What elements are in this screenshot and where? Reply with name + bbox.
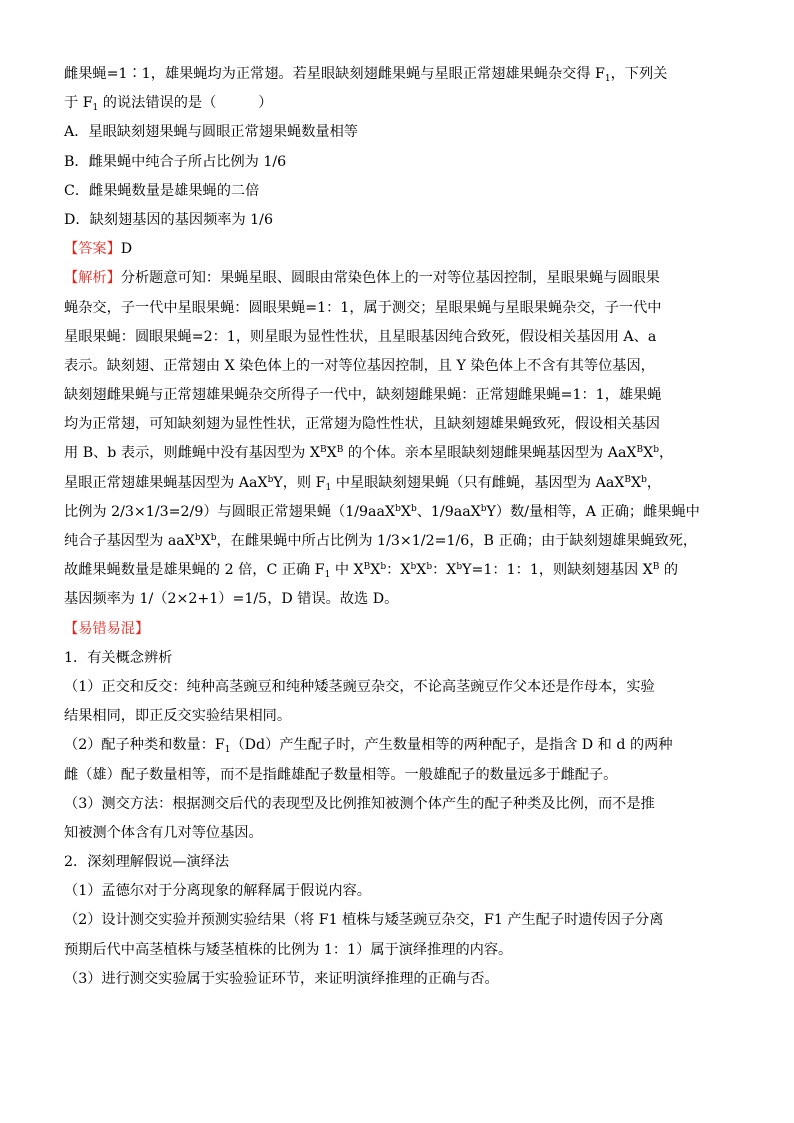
- subscript: 1: [604, 74, 611, 84]
- text: ）: [258, 95, 273, 112]
- superscript: B: [319, 445, 327, 456]
- analysis-line: 星眼果蝇：圆眼果蝇=2：1，则星眼为显性性状，且星眼基因纯合致死，假设相关基因用 A、a: [64, 328, 657, 345]
- text: Y，则 F: [273, 474, 326, 491]
- text: Y）数/量相等，A 正确；雌果蝇中: [486, 503, 700, 520]
- answer-value: D: [120, 241, 133, 258]
- superscript: b: [410, 562, 417, 573]
- text: （Dd）产生配子时，产生数量相等的两种配子，是指含 D 和 d 的两种: [230, 737, 673, 754]
- analysis-line: [64, 439, 732, 468]
- paragraph-line: （3）进行测交实验属于实验验证环节，来证明演绎推理的正确与否。: [64, 970, 499, 987]
- text: ，: [646, 474, 662, 491]
- superscript: b: [480, 503, 487, 514]
- paragraph-line: 预期后代中高茎植株与矮茎植株的比例为 1：1）属于演绎推理的内容。: [64, 941, 513, 958]
- paragraph-line: [64, 731, 732, 760]
- text: ，在雌果蝇中所占比例为 1/3×1/2=1/6，B 正确；由于缺刻翅雄果蝇致死，: [216, 533, 698, 549]
- text: 用 B、b 表示，则雌蝇中没有基因型为 X: [64, 445, 320, 462]
- superscript: B: [636, 445, 644, 456]
- superscript: b: [410, 503, 417, 514]
- text: 星眼正常翅雄果蝇基因型为 AaX: [64, 474, 268, 491]
- superscript: b: [641, 474, 647, 485]
- text: 中星眼缺刻翅果蝇（只有雌蝇，基因型为 AaX: [331, 474, 625, 491]
- subscript: 1: [325, 482, 332, 493]
- text: 分析题意可知：果蝇星眼、圆眼由常染色体上的一对等位基因控制，星眼果蝇与圆眼果: [120, 270, 660, 287]
- analysis-line: 基因频率为 1/（2×2+1）=1/5，D 错误。故选 D。: [64, 591, 399, 608]
- option-b: B．雌果蝇中纯合子所占比例为 1/6: [64, 153, 287, 170]
- text: X: [416, 562, 427, 579]
- section-heading: 2．深刻理解假说—演绎法: [64, 854, 230, 871]
- paragraph-line: 知被测个体含有几对等位基因。: [64, 824, 263, 841]
- text: X: [631, 474, 642, 491]
- answer-tag: 【答案】: [64, 241, 121, 258]
- text: 中 X: [330, 562, 364, 579]
- paragraph-line: （2）设计测交实验并预测实验结果（将 F1 植株与矮茎豌豆杂交，F1 产生配子时遗传因子分离: [64, 912, 664, 929]
- subscript: 1: [324, 570, 331, 581]
- superscript: B: [336, 445, 344, 456]
- text: X: [370, 562, 381, 579]
- section-heading: 1．有关概念辨析: [64, 649, 173, 666]
- mistakes-tag: 【易错易混】: [64, 620, 150, 637]
- paragraph-line: 结果相同，即正反交实验结果相同。: [64, 708, 292, 725]
- text: ，下列关: [610, 66, 668, 82]
- analysis-line: 均为正常翅，可知缺刻翅为显性性状，正常翅为隐性性状，且缺刻翅雄果蝇致死，假设相关基因: [64, 416, 660, 433]
- text: 纯合子基因型为 aaX: [64, 533, 195, 549]
- option-d: D．缺刻翅基因的基因频率为 1/6: [64, 211, 273, 228]
- text: 的个体。亲本星眼缺刻翅雌果蝇基因型为 AaX: [343, 445, 637, 462]
- paragraph-line: （3）测交方法：根据测交后代的表现型及比例推知被测个体产生的配子种类及比例，而不是推: [64, 795, 655, 812]
- text: X: [200, 533, 211, 549]
- text: X: [326, 445, 337, 462]
- superscript: b: [456, 562, 463, 573]
- text: X: [400, 503, 411, 520]
- analysis-line: [64, 264, 732, 293]
- text: ，: [659, 445, 674, 462]
- superscript: b: [210, 533, 217, 543]
- superscript: B: [363, 562, 371, 573]
- superscript: b: [653, 445, 660, 456]
- analysis-line: 表示。缺刻翅、正常翅由 X 染色体上的一对等位基因控制，且 Y 染色体上不含有其等位基因，: [64, 357, 655, 374]
- subscript: 1: [224, 745, 231, 756]
- text: 于 F: [64, 95, 93, 112]
- superscript: b: [395, 503, 401, 514]
- superscript: b: [426, 562, 433, 573]
- analysis-line: 蝇杂交，子一代中星眼果蝇：圆眼果蝇=1：1，属于测交；星眼果蝇与星眼果蝇杂交，子一代中: [64, 299, 662, 316]
- text: 的: [659, 562, 679, 579]
- superscript: b: [380, 562, 387, 573]
- superscript: b: [194, 533, 201, 543]
- text: Y=1：1：1，则缺刻翅基因 X: [462, 562, 653, 579]
- option-a: A．星眼缺刻翅果蝇与圆眼正常翅果蝇数量相等: [64, 124, 358, 141]
- analysis-tag: 【解析】: [64, 270, 121, 287]
- analysis-line: [64, 556, 732, 585]
- analysis-line: [64, 498, 732, 527]
- text: X: [643, 445, 654, 462]
- option-c: C．雌果蝇数量是雄果蝇的二倍: [64, 182, 260, 199]
- question-line: [64, 60, 732, 89]
- text: 比例为 2/3×1/3=2/9）与圆眼正常翅果蝇（1/9aaX: [64, 503, 396, 520]
- question-line: [64, 89, 732, 118]
- analysis-line: [64, 469, 732, 498]
- answer-line: [64, 235, 732, 264]
- superscript: B: [652, 562, 660, 573]
- text: 、1/9aaX: [416, 503, 481, 520]
- paragraph-line: 雌（雄）配子数量相等，而不是指雌雄配子数量相等。一般雄配子的数量远多于雌配子。: [64, 766, 618, 783]
- superscript: B: [624, 474, 632, 485]
- text: ：X: [432, 562, 457, 579]
- paragraph-line: （1）正交和反交：纯种高茎豌豆和纯种矮茎豌豆杂交，不论高茎豌豆作父本还是作母本，实验: [64, 678, 655, 695]
- paragraph-line: （1）孟德尔对于分离现象的解释属于假说内容。: [64, 883, 371, 900]
- text: ：X: [386, 562, 411, 579]
- analysis-line: 缺刻翅雌果蝇与正常翅雄果蝇杂交所得子一代中，缺刻翅雌果蝇：正常翅雌果蝇=1：1，雄果蝇: [64, 387, 662, 404]
- text: 的说法错误的是（: [98, 95, 217, 112]
- document-page: [64, 60, 732, 994]
- subscript: 1: [92, 103, 99, 114]
- text: （2）配子种类和数量：F: [64, 737, 225, 754]
- superscript: b: [267, 474, 274, 485]
- text: 故雌果蝇数量是雄果蝇的 2 倍，C 正确 F: [64, 562, 325, 579]
- text: 雌果蝇=1∶1，雄果蝇均为正常翅。若星眼缺刻翅雌果蝇与星眼正常翅雄果蝇杂交得 F: [64, 66, 605, 82]
- analysis-line: [64, 527, 732, 556]
